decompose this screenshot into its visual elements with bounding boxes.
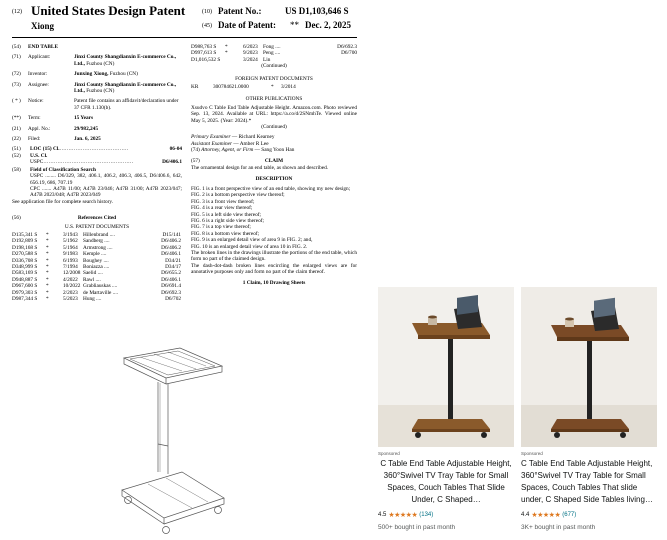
references-heading: References Cited	[77, 215, 117, 222]
us-class-label: U.S. Cl.	[30, 152, 48, 159]
ref-class: D34/17	[165, 263, 181, 270]
inventor-name: Junxing Xiong,	[74, 71, 109, 78]
patent-no: US D1,103,646 S	[285, 6, 349, 16]
field-label: END TABLE	[28, 44, 58, 50]
notice-text: Patent file contains an affidavit/declaration under 37 CFR 1.130(b).	[74, 98, 179, 111]
ref-number: D967,600 S	[12, 283, 38, 290]
field-us-class	[12, 153, 182, 166]
examiner-name: — Richard Kearney	[231, 134, 275, 141]
field-num: (74)	[191, 147, 200, 154]
ref-number: D336,708 S	[12, 257, 38, 264]
field-num: (58)	[12, 166, 21, 173]
inventor-short: Xiong	[31, 21, 55, 31]
field-label: Inventor:	[28, 71, 48, 78]
attorney-name: — Sang Yoon Han	[254, 147, 295, 154]
ref-number: D948,887 S	[12, 276, 38, 283]
figure-text: is a rear view thereof;	[204, 205, 253, 212]
dash-dot-note: The dash-dot-dash broken lines encircling the enlarged views are for annotative purposes only and form no part of the claim thereof.	[191, 262, 357, 276]
field-inventor	[12, 71, 182, 77]
star-icon: ★★★★★	[531, 512, 561, 519]
ref-date: 3/1943	[63, 231, 78, 238]
end-table-photo	[378, 287, 514, 447]
field-num: (22)	[12, 136, 21, 143]
ref-star: *	[225, 50, 228, 57]
ref-date: 6/1993	[63, 257, 78, 264]
figure-text: is a front perspective view of an end table, showing my new design;	[204, 185, 351, 192]
ref-date: 6/2023	[243, 44, 258, 50]
ref-class: D6/700	[341, 50, 357, 57]
field-num: (51)	[12, 146, 21, 153]
ref-number: D198,168 S	[12, 244, 38, 251]
date-label: Date of Patent:	[218, 20, 276, 30]
figure-text: is a right side view thereof;	[204, 217, 264, 224]
figure-text: is a top view thereof;	[204, 224, 251, 231]
ref-star: *	[225, 44, 228, 50]
end-table-drawing	[118, 344, 226, 540]
broken-lines-note: The broken lines in the drawings illustrate the portions of the end table, which form no part of the claimed design.	[191, 249, 357, 263]
field-appl-no	[12, 126, 182, 132]
ref-date: 12/2008	[63, 270, 81, 277]
ref-class: D6/692.3	[161, 289, 181, 296]
field-num: (57)	[191, 157, 200, 164]
field-label: Appl. No.:	[28, 125, 51, 132]
ref-class: D6/406.1	[161, 276, 181, 283]
ref-name: Grabliauskas ....	[83, 283, 118, 290]
ref-date: 3/2014	[281, 84, 296, 91]
code-10: (10)	[202, 9, 212, 15]
field-applicant	[12, 54, 182, 67]
ref-number: D348,999 S	[12, 263, 38, 270]
field-num: (56)	[12, 215, 21, 222]
applicant-name: Jinxi County Shangdianxin E-commerce Co., Ltd.,	[74, 54, 177, 67]
product-title[interactable]: C Table End Table Adjustable Height, 360°Swivel TV Tray Table for Small Spaces, Couch Tables That Slide Under, C Shaped…	[380, 459, 512, 504]
figure-text: is a bottom view thereof;	[204, 230, 260, 237]
claim-title	[191, 158, 357, 164]
field-num: (**)	[12, 115, 21, 122]
appl-no-value: 29/982,245	[74, 125, 98, 132]
search-label: Field of Classification Search	[30, 166, 96, 173]
ref-name: Rawl ....	[83, 276, 101, 283]
review-count[interactable]: (134)	[419, 512, 434, 518]
us-docs-title: U.S. PATENT DOCUMENTS	[64, 223, 130, 230]
drawing-sheets: 1 Claim, 10 Drawing Sheets	[242, 279, 306, 286]
product-rating[interactable]	[378, 511, 514, 519]
ref-star: *	[46, 283, 49, 290]
ref-name: Lin	[263, 56, 271, 63]
end-table-photo	[521, 287, 657, 447]
field-term	[12, 115, 182, 121]
figure-text: is an enlarged detail view of area 10 in FIG. 2.	[207, 243, 308, 250]
field-label: Applicant:	[28, 54, 51, 61]
figure-text: is a front view thereof;	[204, 198, 255, 205]
product-title[interactable]: C Table End Table Adjustable Height, 360°Swivel TV Tray Table for Small Spaces, Couch Tables That slide under, C Shaped Side Tables living…	[521, 459, 653, 504]
sponsored-label: Sponsored	[521, 451, 543, 456]
ref-number: D988,763 S	[191, 44, 217, 50]
field-filed	[12, 136, 182, 142]
ref-date: 4/2022	[63, 276, 78, 283]
ref-class: D6/702	[165, 296, 181, 302]
figure-text: is a bottom perspective view thereof;	[204, 192, 285, 199]
figure-number: FIG. 10	[191, 243, 208, 250]
sponsored-label: Sponsored	[378, 451, 400, 456]
date-marker: **	[290, 20, 299, 30]
ref-class: D6/406.2	[161, 238, 181, 245]
description-heading: DESCRIPTION	[255, 175, 293, 182]
loc-class-value: 06-04	[169, 146, 182, 153]
ref-star: *	[46, 251, 49, 258]
star-icon: ★★★★★	[388, 512, 418, 519]
ref-number: D987,344 S	[12, 296, 38, 302]
code-45: (45)	[202, 23, 212, 29]
claim-text: The ornamental design for an end table, as shown and described.	[191, 165, 329, 172]
product-rating[interactable]	[521, 511, 657, 519]
patent-header	[0, 0, 667, 30]
patent-date: Dec. 2, 2025	[305, 20, 351, 30]
foreign-docs-title: FOREIGN PATENT DOCUMENTS	[235, 75, 313, 82]
figure-number: FIG. 4	[191, 205, 205, 212]
ref-date: 9/1983	[63, 251, 78, 258]
cpc-search: CPC ....... A47B 11/00; A47B 23/046; A47B 31/00; A47B 2023/047; A47B 2023/048; A47B 2023/049	[30, 185, 182, 199]
applicant-location: Fuzhou (CN)	[86, 60, 115, 67]
figure-descriptions	[191, 186, 357, 250]
ref-name: Peng ....	[263, 50, 281, 57]
ref-star: *	[46, 296, 49, 302]
ref-number: 300784621.0000	[213, 84, 249, 91]
ref-name: Hillenbrand ....	[83, 231, 115, 238]
ref-star: *	[271, 84, 274, 91]
ref-name: Sandberg ....	[83, 238, 110, 245]
ref-number: D135,341 S	[12, 231, 38, 238]
figure-number: FIG. 7	[191, 224, 205, 231]
figure-text: is an enlarged detail view of area 9 in FIG. 2; and,	[204, 237, 313, 244]
rating-value: 4.4	[521, 512, 530, 518]
ref-class: D15/141	[162, 231, 181, 238]
ref-star: *	[46, 289, 49, 296]
header-rule	[12, 37, 357, 38]
ref-number: D192,809 S	[12, 238, 38, 245]
figure-number: FIG. 1	[191, 185, 205, 192]
examiner-label: Primary Examiner	[191, 134, 231, 141]
ref-name: Hung ....	[83, 296, 102, 302]
ref-number: D270,588 S	[12, 251, 38, 258]
ref-name: Armstrong ....	[83, 244, 113, 251]
term-value: 15 Years	[74, 115, 94, 122]
field-num: ( * )	[12, 98, 21, 105]
examiner-label: Assistant Examiner	[191, 140, 233, 147]
ref-date: 3/2024	[243, 56, 258, 63]
ref-name: Kemple ....	[83, 251, 107, 258]
ref-number: D997,613 S	[191, 50, 217, 57]
ref-date: 10/2022	[63, 283, 81, 290]
ref-class: D34/21	[165, 257, 181, 264]
us-references-list	[12, 232, 182, 302]
left-column	[12, 44, 182, 302]
field-search	[12, 167, 182, 205]
field-num: (72)	[12, 71, 21, 78]
uspc-label: USPC	[30, 159, 44, 166]
inventor-location: Fuzhou (CN)	[109, 71, 138, 78]
loc-class-label: LOC (15) Cl.	[30, 146, 60, 153]
continued-note: (Continued)	[261, 124, 287, 131]
ref-class: D6/691.4	[161, 283, 181, 290]
product-image[interactable]	[378, 287, 514, 447]
ref-star	[225, 57, 243, 63]
field-assignee	[12, 82, 182, 95]
field-notice	[12, 98, 182, 111]
ref-class: D6/692.3	[337, 44, 357, 50]
uspc-search: USPC ........ D6/329, 382, 406.1, 406.2, 406.3, 406.5, D6/406.6, 642, 656.19, 686, 707.19	[30, 173, 182, 186]
ref-date: 5/1962	[63, 238, 78, 245]
ref-star: *	[46, 238, 49, 245]
ref-country: KR	[191, 84, 199, 91]
ref-date: 7/1994	[63, 263, 78, 270]
dot-leader: …………………………………	[59, 146, 129, 153]
ref-date: 5/2023	[63, 296, 78, 302]
reference-row	[12, 296, 182, 302]
continued-note: (Continued)	[261, 63, 287, 70]
ref-number: D979,303 S	[12, 289, 38, 296]
other-pubs-title: OTHER PUBLICATIONS	[245, 96, 303, 103]
field-num: (54)	[12, 44, 21, 50]
ref-class: D6/655.2	[161, 270, 181, 277]
rating-value: 4.5	[378, 512, 387, 518]
see-application: See application file for complete search history.	[12, 198, 113, 205]
field-label: Assignee:	[28, 81, 49, 88]
ref-star: *	[46, 244, 49, 251]
product-card[interactable]	[378, 287, 514, 540]
attorney-label: Attorney, Agent, or Firm	[201, 147, 254, 154]
ref-name: Boughey ....	[83, 257, 109, 264]
field-num: (71)	[12, 54, 21, 61]
figure-number: FIG. 2	[191, 192, 205, 199]
examiner-name: — Amber R Lee	[233, 140, 269, 147]
field-num: (21)	[12, 125, 21, 132]
assignee-location: Fuzhou (CN)	[86, 88, 115, 95]
ref-class: D6/406.1	[161, 251, 181, 258]
filed-value: Jan. 6, 2025	[74, 136, 101, 143]
us-references-list-continued	[191, 44, 357, 63]
patent-no-label: Patent No.:	[218, 6, 262, 16]
ref-name: Saelid ....	[83, 270, 103, 277]
ref-name: de Martaville ....	[83, 289, 119, 296]
ref-star: *	[46, 276, 49, 283]
dot-leader: ……………………………………………	[43, 159, 134, 166]
figure-number: FIG. 9	[191, 237, 205, 244]
figure-number: FIG. 3	[191, 198, 205, 205]
figure-number: FIG. 8	[191, 230, 205, 237]
ref-number: D583,169 S	[12, 270, 38, 277]
ref-star: *	[46, 257, 49, 264]
ref-name: Boniazza ....	[83, 263, 110, 270]
field-label: Notice:	[28, 98, 44, 105]
other-publication: Xsudvo C Table End Table Adjustable Height. Amazon.com. Photo reviewed Sep. 13, 2024. Available at URL: https://a.co/d/2SNmhTe. Viewed online May 5, 2025. (Year: 2024).*	[191, 104, 357, 124]
review-count[interactable]: (677)	[562, 512, 577, 518]
field-label: Filed:	[28, 136, 41, 143]
field-num: (52)	[12, 152, 21, 159]
ref-star: *	[46, 263, 49, 270]
field-num: (73)	[12, 81, 21, 88]
assignee-name: Jinxi County Shangdianxin E-commerce Co., Ltd.,	[74, 81, 177, 95]
references-title	[12, 215, 182, 221]
figure-text: is a left side view thereof;	[204, 211, 262, 218]
figure-number: FIG. 6	[191, 217, 205, 224]
product-card[interactable]	[521, 287, 657, 540]
ref-date: 9/2023	[243, 50, 258, 57]
ref-class: D6/406.2	[161, 244, 181, 251]
patent-title: United States Design Patent	[31, 3, 186, 18]
product-image[interactable]	[521, 287, 657, 447]
ref-number: D1,016,532 S	[191, 56, 221, 63]
figure-number: FIG. 5	[191, 211, 205, 218]
field-label: Term:	[28, 115, 41, 122]
ref-class	[307, 57, 357, 63]
claim-heading: CLAIM	[264, 157, 284, 164]
bought-count: 3K+ bought in past month	[521, 524, 596, 531]
ref-name: Fong ....	[263, 44, 281, 50]
ref-star: *	[46, 270, 49, 277]
ref-date: 5/1964	[63, 244, 78, 251]
uspc-value: D6/406.1	[162, 159, 182, 166]
ref-date: 2/2023	[63, 289, 78, 296]
ref-star: *	[46, 231, 49, 238]
code-12: (12)	[12, 9, 22, 15]
bought-count: 500+ bought in past month	[378, 524, 456, 531]
field-title	[12, 44, 182, 50]
right-column	[191, 44, 357, 286]
